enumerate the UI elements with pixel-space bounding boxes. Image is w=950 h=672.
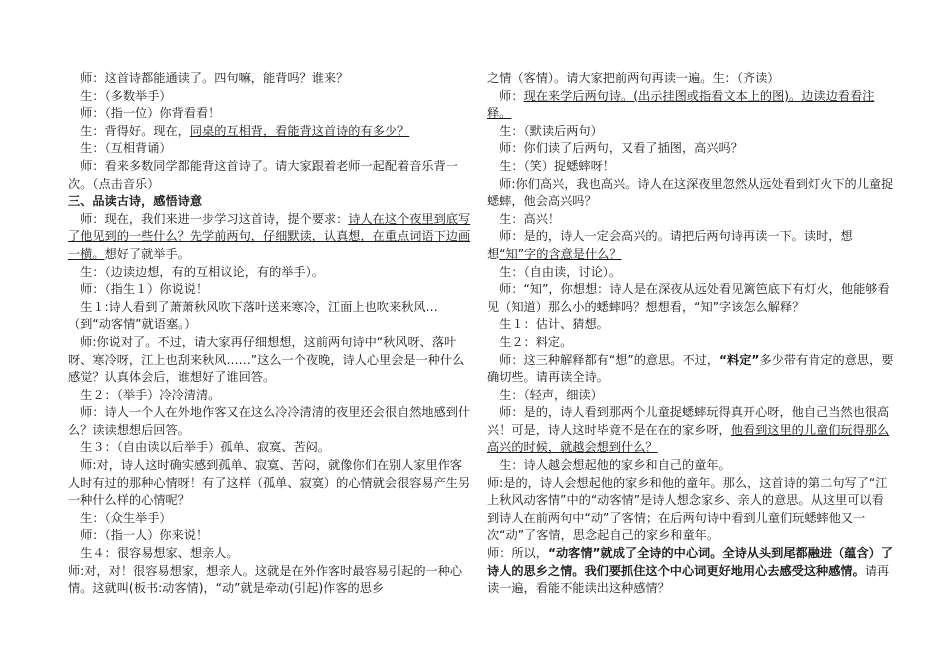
paragraph: 师：“知”，你想想：诗人是在深夜从远处看见篱笆底下有灯火，他能够看见（知道）那么小的蟋蟀吗？想想看，“知”字该怎么解释？ — [487, 282, 890, 314]
paragraph: 生：（笑）捉蟋蟀呀！ — [487, 158, 615, 173]
paragraph — [487, 88, 895, 123]
paragraph: 师：（指生１）你说说！ — [68, 282, 209, 297]
paragraph: 生：（众生举手） — [68, 510, 172, 525]
paragraph: 师：看来多数同学都能背这首诗了。请大家跟着老师一起配着音乐背一次。（点击音乐） — [68, 158, 458, 191]
paragraph: 生１:诗人看到了萧萧秋风吹下落叶送来寒冷，江面上也吹来秋风…（到“动客情”就语塞。） — [68, 299, 438, 332]
text-span: 师：是的，诗人看到那两个儿童捉蟋蟀玩得真开心呀，他自己当然也很高兴！可是，诗人这时毕竟不是在在的家乡呀， — [487, 405, 890, 437]
paragraph: 师:是的，诗人会想起他的家乡和他的童年。那么，这首诗的第二句写了“江上秋风动客情”中的“动客情”是诗人想念家乡、亲人的意思。从这里可以看到诗人在前两句中“动”了客情；在后两句诗中看到儿童们玩蟋蟀他又一次“动”了客情，思念起自己的家乡和童年。 — [487, 475, 888, 543]
underlined-text: “知”字的含意是什么？ — [499, 246, 622, 261]
paragraph: 生２：（举手）冷冷清清。 — [68, 387, 221, 402]
text-span: 想好了就举手。 — [104, 246, 190, 261]
text-span: 师：现在，我们来进一步学习这首诗，提个要求： — [68, 211, 349, 226]
paragraph — [487, 228, 895, 263]
paragraph: 师：这首诗都能通读了。四句嘛，能背吗？谁来？ — [68, 71, 349, 85]
section-heading: 三、品读古诗，感悟诗意 — [68, 194, 203, 209]
paragraph: 生３：（自由读以后举手）孤单、寂寞、苦闷。 — [68, 440, 331, 455]
paragraph: 生１：估计、猜想。 — [487, 317, 609, 332]
paragraph: 师:对，对！很容易想家，想亲人。这就是在外作客时最容易引起的一种心情。这就叫(板书:动客情)，“动”就是牵动(引起)作客的思乡 — [68, 563, 463, 596]
paragraph: 生：（互相背诵） — [68, 141, 172, 156]
paragraph — [487, 545, 895, 598]
paragraph: 生：（边读边想，有的互相议论，有的举手）。 — [68, 264, 324, 279]
text-span: 师：所以， — [487, 546, 548, 561]
underlined-text: 他看到这里的儿童们玩得那么高兴的时候，就越会想到什么？ — [487, 422, 890, 455]
paragraph — [487, 352, 895, 387]
paragraph: 生：（轻声，细读） — [487, 387, 603, 402]
bold-text: “动客情”就成了全诗的中心词。全诗从头到尾都融进（蕴含）了诗人的思乡之情。我们要抓住这个中心词更好地用心去感受这种感情。 — [487, 546, 894, 578]
paragraph: 师：你们读了后两句，又看了插图，高兴吗？ — [487, 141, 743, 156]
paragraph: 师：（指一位）你背看看！ — [68, 106, 221, 121]
paragraph: 生：（自由读，讨论）。 — [487, 264, 622, 279]
underlined-text: 同桌的互相背，看能背这首诗的有多少？ — [189, 123, 410, 138]
paragraph: 师:你们高兴，我也高兴。诗人在这深夜里忽然从远处看到灯火下的儿童捉蟋蟀，他会高兴吗？ — [487, 176, 894, 209]
paragraph: 生：（默读后两句） — [487, 123, 603, 138]
paragraph: 师:对，诗人这时确实感到孤单、寂寞、苦闷，就像你们在别人家里作客人时有过的那种心情呀！有了这样（孤单、寂寞）的心情就会很容易产生另一种什么样的心情呢？ — [68, 458, 471, 508]
underlined-text: 诗人在这个夜里到底写了他见到的一些什么？先学前两句，仔细默读，认真想，在重点词语下边画一横。 — [68, 211, 471, 261]
paragraph: 生：诗人越会想起他的家乡和自己的童年。 — [487, 458, 731, 473]
text-span: 请再读一遍，看能不能读出这种感情？ — [487, 563, 890, 596]
paragraph: 之情（客情）。请大家把前两句再读一遍。生：（齐读） — [487, 71, 780, 85]
left-column — [68, 70, 473, 598]
text-span: 师：这三种解释都有“想”的意思。不过， — [487, 352, 720, 367]
underlined-text: 现在来学后两句诗。(出示挂图或指看文本上的图)。边读边看看注释。 — [487, 88, 875, 121]
paragraph — [487, 404, 895, 457]
paragraph: 生：（多数举手） — [68, 88, 172, 103]
paragraph: 师：（指一人）你来说！ — [68, 528, 209, 543]
text-span: 生：背得好。现在， — [68, 123, 190, 138]
text-span: 师：是的，诗人一定会高兴的。请把后两句诗再读一下。读时，想想 — [487, 229, 853, 261]
right-column — [487, 70, 895, 598]
paragraph: 生４：很容易想家、想亲人。 — [68, 546, 239, 561]
paragraph — [68, 123, 473, 141]
paragraph: 生：高兴！ — [487, 211, 561, 226]
text-span: 师： — [487, 88, 524, 103]
paragraph: 师:你说对了。不过，请大家再仔细想想，这前两句诗中“秋风呀、落叶呀、寒冷呀，江上也刮来秋风……”这么一个夜晚，诗人心里会是一种什么感觉？认真体会后，谁想好了谁回答。 — [68, 334, 465, 385]
text-span: 多少带有肯定的意思，要确切些。请再读全诗。 — [487, 352, 894, 385]
bold-text: “料定” — [719, 352, 760, 367]
paragraph: 生２：料定。 — [487, 334, 573, 349]
paragraph: 师：诗人一个人在外地作客又在这么冷冷清清的夜里还会很自然地感到什么？读读想想后回答。 — [68, 405, 471, 437]
paragraph — [68, 211, 473, 264]
